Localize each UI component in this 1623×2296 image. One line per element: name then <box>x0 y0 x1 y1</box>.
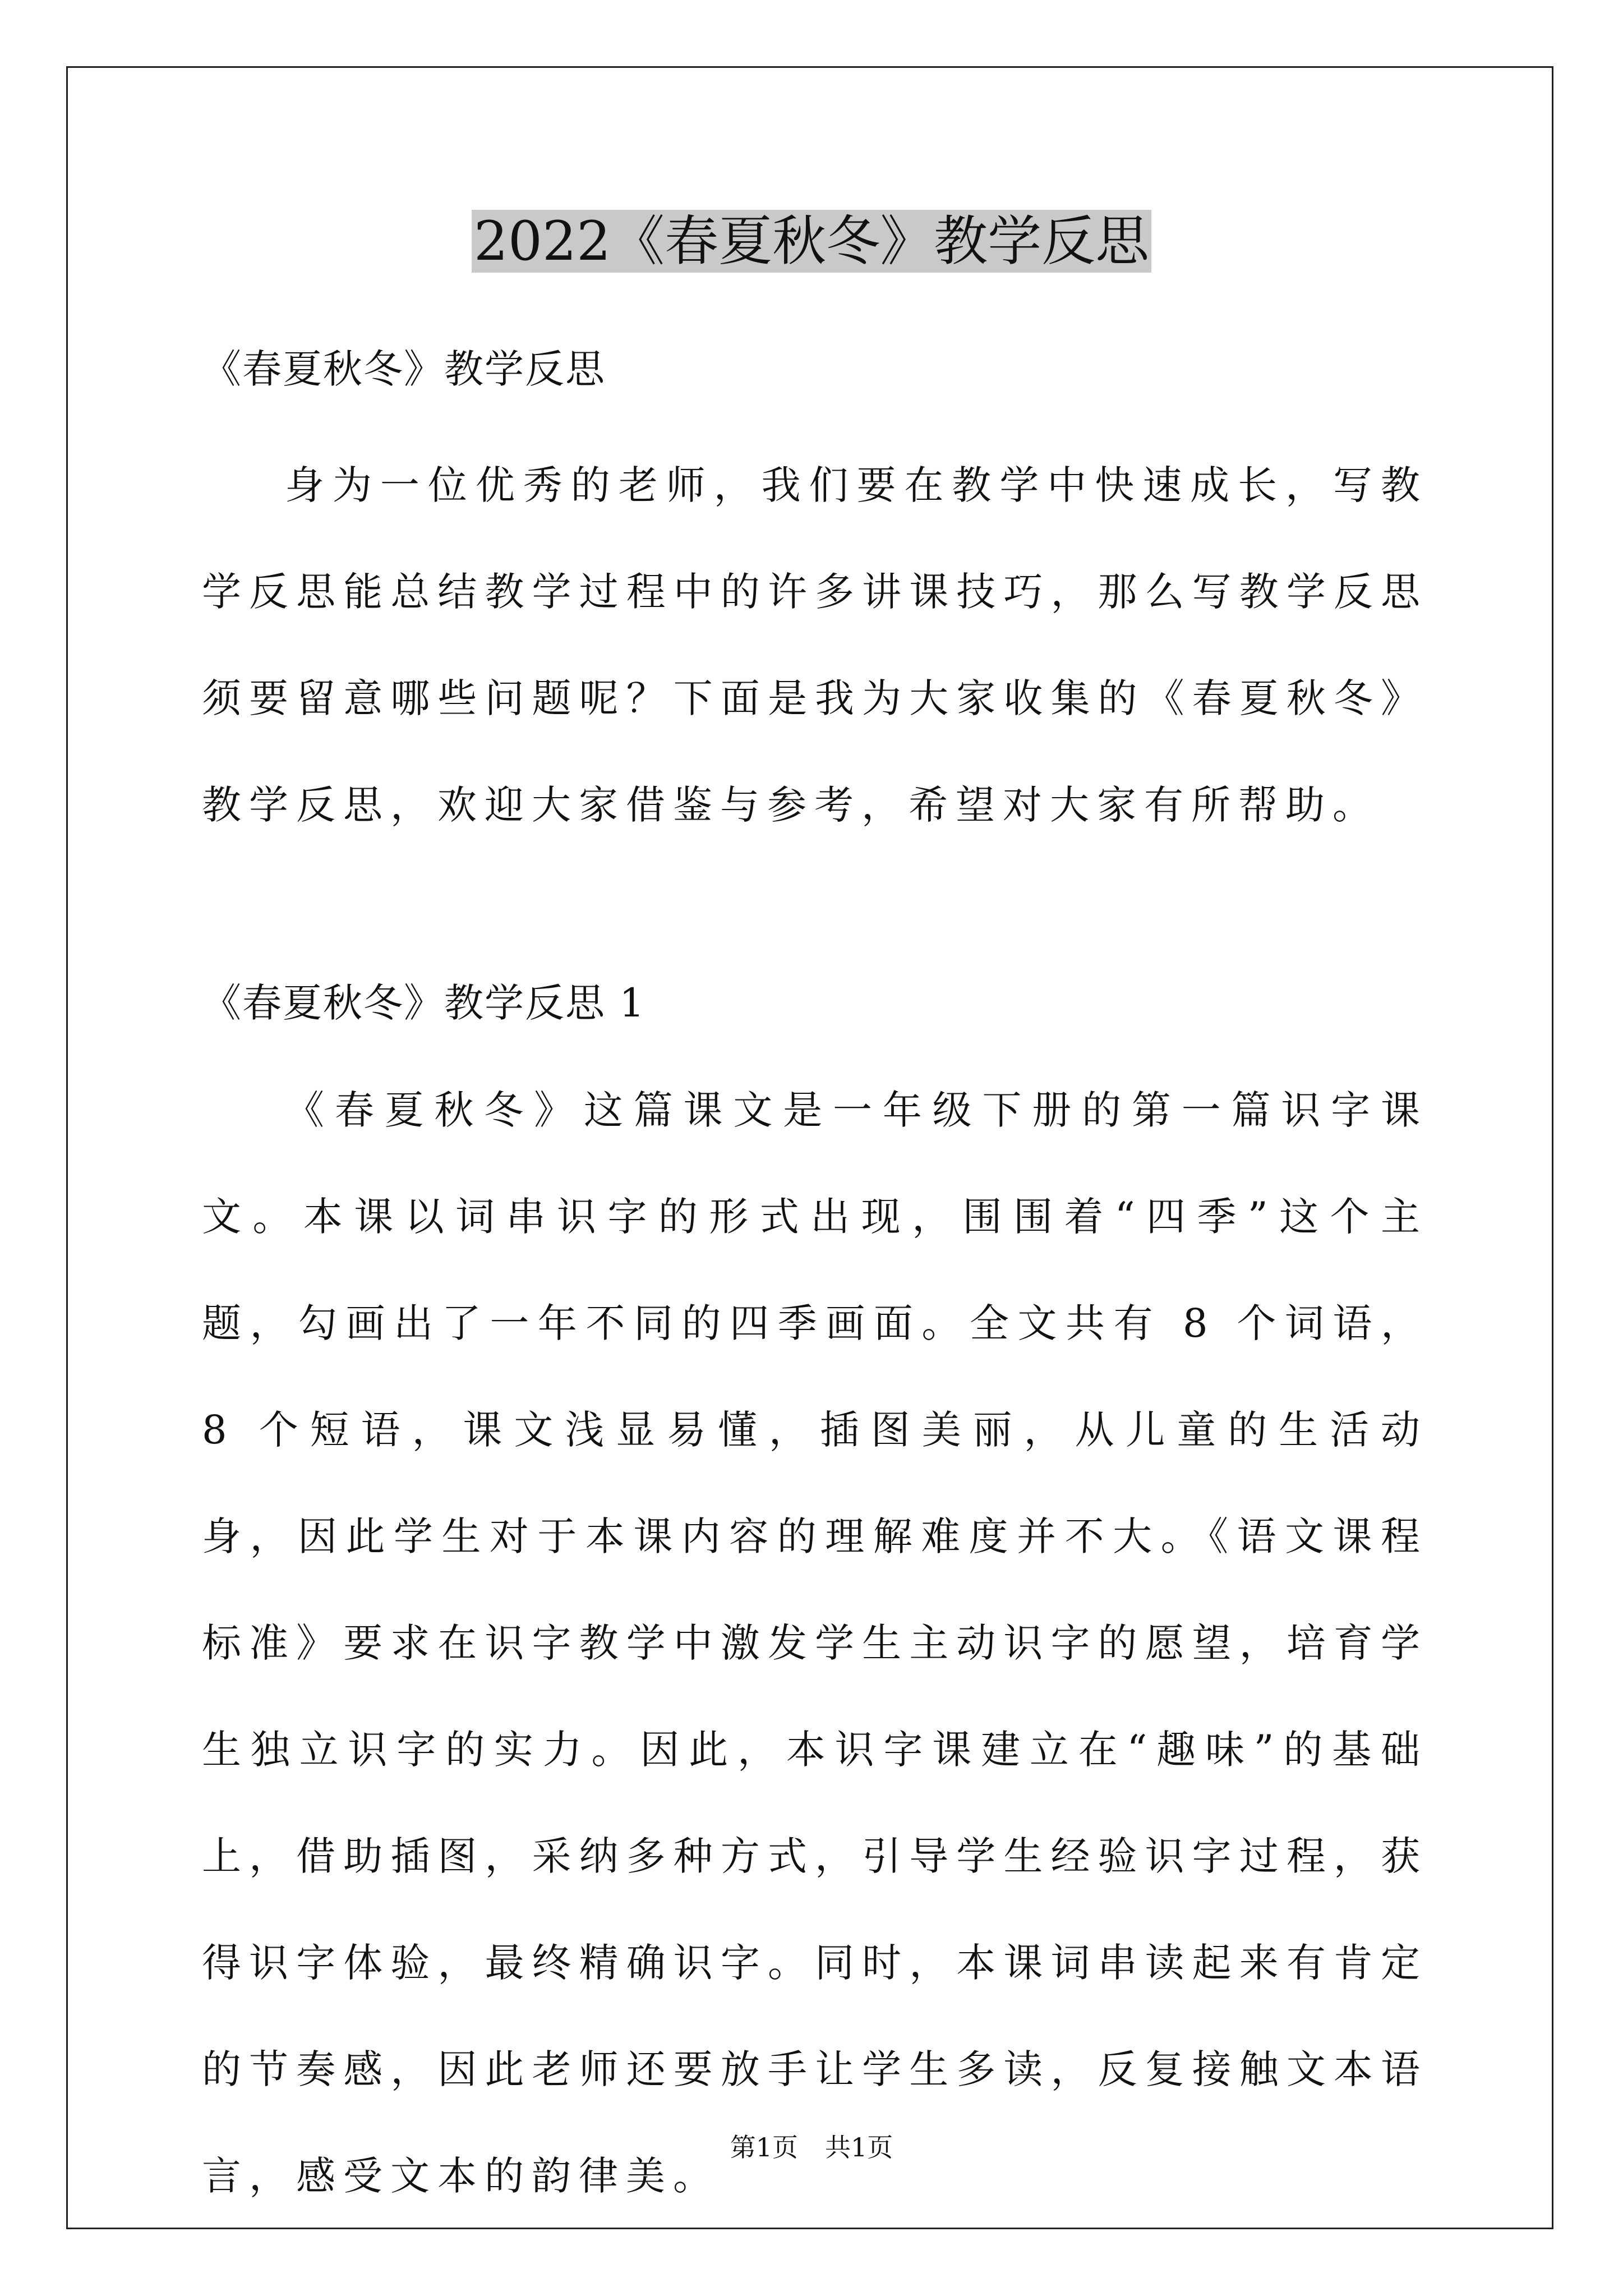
document-title-text: 2022《春夏秋冬》教学反思 <box>472 210 1151 273</box>
page-total: 共1页 <box>825 2132 893 2162</box>
document-title <box>0 202 1623 280</box>
page-number: 第1页 <box>730 2132 798 2162</box>
intro-paragraph: 身为一位优秀的老师，我们要在教学中快速成长，写教学反思能总结教学过程中的许多讲课技巧，那么写教学反思须要留意哪些问题呢？下面是我为大家收集的《春夏秋冬》教学反思，欢迎大家借鉴与参考，希望对大家有所帮助。 <box>202 462 1428 828</box>
intro-heading: 《春夏秋冬》教学反思 <box>202 346 606 392</box>
page-footer <box>0 2131 1623 2164</box>
document-body <box>202 342 1428 2229</box>
section-heading: 《春夏秋冬》教学反思 1 <box>202 980 645 1026</box>
section-paragraph: 《春夏秋冬》这篇课文是一年级下册的第一篇识字课文。本课以词串识字的形式出现，围围着“四季”这个主题，勾画出了一年不同的四季画面。全文共有 8 个词语，8 个短语，课文浅显易懂，插图美丽，从儿童的生活动身，因此学生对于本课内容的理解难度并不大。《语文课程标准》要求在识字教学中激发学生主动识字的愿望，培育学生独立识字的实力。因此，本识字课建立在“趣味”的基础上，借助插图，采纳多种方式，引导学生经验识字过程，获得识字体验，最终精确识字。同时，本课词串读起来有肯定的节奏感，因此老师还要放手让学生多读，反复接触文本语言，感受文本的韵律美。 <box>202 1087 1428 2199</box>
